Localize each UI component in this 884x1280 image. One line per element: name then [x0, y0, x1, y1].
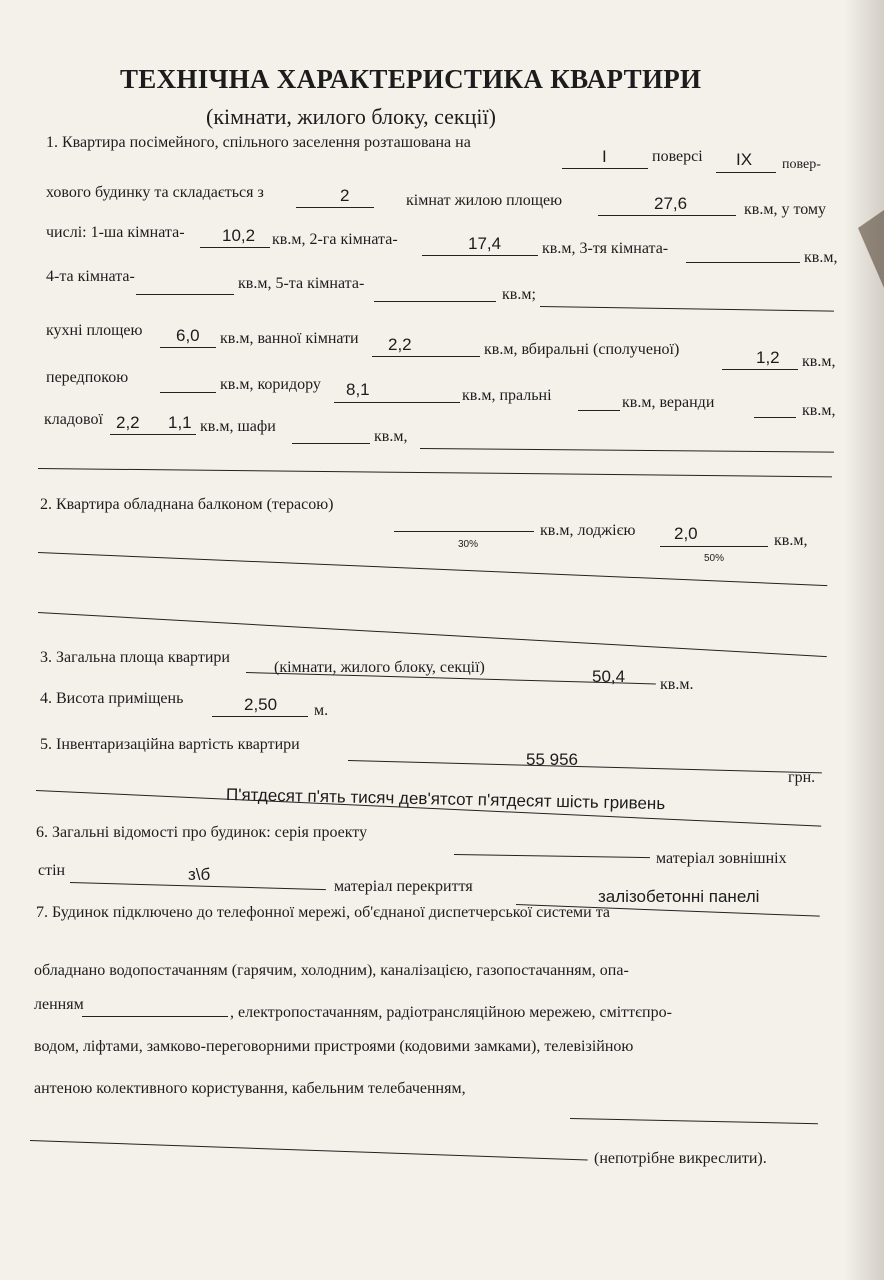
s7-line3-end: , електропостачанням, радіотрансляційною мережею, сміттєпро-: [230, 1004, 672, 1021]
room3-line: [686, 262, 800, 263]
loggia-value: 2,0: [674, 524, 698, 543]
bath-value: 2,2: [388, 335, 412, 354]
storage-label: кладової: [44, 411, 103, 428]
loggia-label: кв.м, лоджією: [540, 522, 636, 539]
height-line: [212, 716, 308, 717]
wardrobe-label: кв.м, шафи: [200, 418, 276, 435]
s5-text: 5. Інвентаризаційна вартість квартири: [40, 736, 300, 753]
s7-line3-start: ленням: [34, 996, 84, 1013]
s7-line5: антеною колективного користування, кабельним телебаченням,: [34, 1080, 466, 1097]
kitchen-label: кухні площею: [46, 322, 143, 339]
unit-u-tomu: кв.м, у тому: [744, 201, 827, 218]
value-line: [348, 760, 822, 773]
room1-label: числі: 1-ша кімната-: [46, 224, 185, 241]
s1-blank-line-3: [38, 468, 832, 477]
pover-label: повер-: [782, 157, 821, 172]
laundry-line: [578, 410, 620, 411]
balcony-pct: 30%: [458, 539, 479, 550]
inventory-value: 55 956: [526, 750, 578, 769]
s3-paren: (кімнати, жилого блоку, секції): [274, 659, 485, 676]
veranda-line: [754, 417, 796, 418]
height-value: 2,50: [244, 695, 278, 714]
ext-material-label: матеріал зовнішніх: [656, 850, 787, 867]
loggia-unit: кв.м,: [774, 532, 808, 549]
wc-unit: кв.м,: [802, 353, 836, 370]
room5-line: [374, 301, 496, 302]
page-tear: [858, 210, 884, 288]
inventory-value-words: П'ятдесят п'ять тисяч дев'ятсот п'ятдесят шість гривень: [225, 785, 666, 814]
total-area-unit: кв.м.: [660, 676, 694, 693]
balcony-line: [394, 531, 534, 532]
s7-blank-line-1: [570, 1118, 818, 1124]
loggia-pct: 50%: [704, 553, 725, 564]
floor-label: поверсі: [652, 148, 703, 165]
strike-note: (непотрібне викреслити).: [594, 1150, 767, 1167]
rooms-value: 2: [340, 186, 350, 205]
scan-edge-shadow: [844, 0, 884, 1280]
veranda-label: кв.м, веранди: [622, 394, 715, 411]
walls-label: стін: [38, 862, 66, 879]
kitchen-value: 6,0: [176, 326, 200, 345]
room1-value: 10,2: [222, 226, 256, 245]
wc-label: кв.м, вбиральні (сполученої): [484, 341, 680, 358]
heating-line: [82, 1016, 228, 1017]
rooms-label: кімнат жилою площею: [406, 192, 563, 209]
room3-unit: кв.м,: [804, 249, 838, 266]
wc-line: [722, 369, 798, 370]
s7-line4: водом, ліфтами, замково-переговорними пристроями (кодовими замками), телевізійною: [34, 1038, 634, 1055]
room4-label: 4-та кімната-: [46, 268, 135, 285]
floor-value: I: [602, 147, 607, 166]
bath-label: кв.м, ванної кімнати: [220, 330, 359, 347]
height-unit: м.: [314, 702, 329, 719]
total-floors-line: [716, 172, 776, 173]
walls-value: з\б: [188, 865, 211, 884]
total-floors-value: IX: [736, 150, 753, 169]
room3-label: кв.м, 3-тя кімната-: [542, 240, 669, 257]
s4-text: 4. Висота приміщень: [40, 690, 184, 707]
s6-text: 6. Загальні відомості про будинок: серія проекту: [36, 824, 368, 841]
s1-blank-line-2: [420, 448, 834, 453]
series-line: [454, 854, 650, 858]
room2-label: кв.м, 2-га кімната-: [272, 231, 398, 248]
room5-unit: кв.м;: [502, 286, 536, 303]
room4-line: [136, 294, 234, 295]
room2-value: 17,4: [468, 234, 502, 253]
s3-text: 3. Загальна площа квартири: [40, 649, 230, 666]
s1-line2: хового будинку та складається з: [46, 184, 264, 201]
room2-line: [422, 255, 538, 256]
kitchen-line: [160, 347, 216, 348]
page-subtitle: (кімнати, жилого блоку, секції): [206, 104, 496, 129]
floors-material-label: матеріал перекриття: [334, 878, 473, 895]
hall-label: передпокою: [46, 369, 129, 386]
corridor-value: 8,1: [346, 380, 370, 399]
page-title: ТЕХНІЧНА ХАРАКТЕРИСТИКА КВАРТИРИ: [120, 64, 702, 94]
laundry-label: кв.м, пральні: [462, 387, 552, 404]
room1-line: [200, 247, 270, 248]
s7-blank-line-2: [30, 1140, 588, 1160]
loggia-line: [660, 546, 768, 547]
wardrobe-unit: кв.м,: [374, 428, 408, 445]
s1-blank-line: [540, 306, 834, 312]
storage-value-2: 1,1: [168, 413, 192, 432]
room5-label: кв.м, 5-та кімната-: [238, 275, 365, 292]
bath-line: [372, 356, 480, 357]
floor-line: [562, 168, 648, 169]
total-area-value: 50,4: [592, 667, 626, 686]
s2-text: 2. Квартира обладнана балконом (терасою): [40, 496, 334, 513]
rooms-line: [296, 207, 374, 208]
veranda-unit: кв.м,: [802, 402, 836, 419]
s7-line1: 7. Будинок підключено до телефонної мережі, об'єднаної диспетчерської системи та: [36, 904, 611, 921]
corridor-line: [334, 402, 460, 403]
storage-line: [110, 434, 196, 435]
living-area-line: [598, 215, 736, 216]
hall-line: [160, 392, 216, 393]
living-area-value: 27,6: [654, 194, 688, 213]
wardrobe-line: [292, 443, 370, 444]
storage-value-1: 2,2: [116, 413, 140, 432]
corridor-label: кв.м, коридору: [220, 376, 321, 393]
s1-intro: 1. Квартира посімейного, спільного заселення розташована на: [46, 134, 471, 151]
floors-material-value: залізобетонні панелі: [598, 887, 760, 906]
s7-line2: обладнано водопостачанням (гарячим, холодним), каналізацією, газопостачанням, опа-: [34, 962, 629, 979]
value-unit: грн.: [788, 769, 816, 786]
wc-value: 1,2: [756, 348, 780, 367]
